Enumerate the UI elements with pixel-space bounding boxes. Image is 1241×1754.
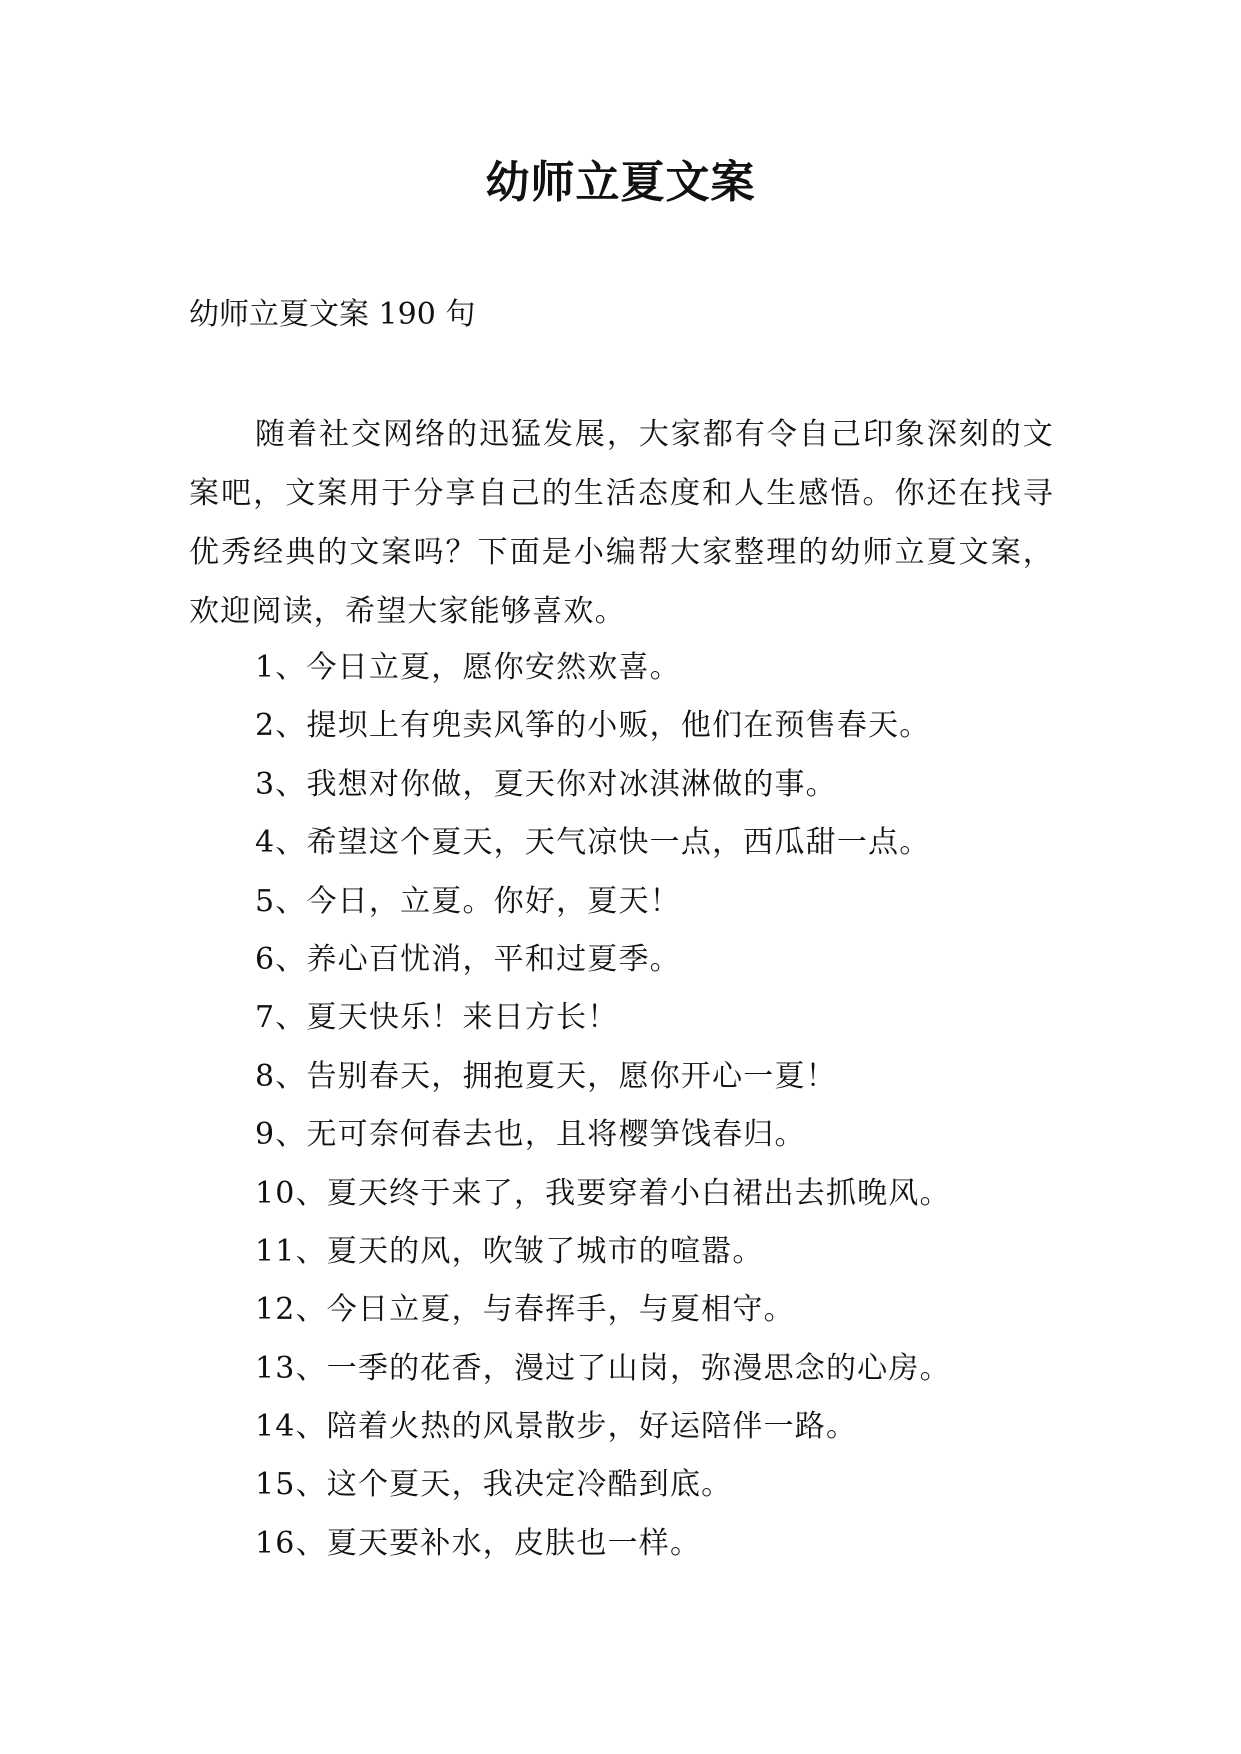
intro-paragraph: 随着社交网络的迅猛发展，大家都有令自己印象深刻的文案吧，文案用于分享自己的生活态度和人生感悟。你还在找寻优秀经典的文案吗？下面是小编帮大家整理的幼师立夏文案，欢迎阅读，希望大家能够喜欢。: [189, 417, 1054, 629]
list-item: 1、今日立夏，愿你安然欢喜。: [255, 650, 681, 685]
list-item: 16、夏天要补水，皮肤也一样。: [255, 1525, 702, 1561]
list-item: 2、提坝上有兜卖风筝的小贩，他们在预售春天。: [255, 708, 931, 744]
quote-list: [255, 639, 951, 1573]
list-item: 9、无可奈何春去也，且将樱笋饯春归。: [255, 1117, 806, 1153]
list-item: 7、夏天快乐！来日方长！: [255, 1000, 619, 1036]
list-item: 11、夏天的风，吹皱了城市的喧嚣。: [255, 1233, 764, 1269]
list-item: 13、一季的花香，漫过了山岗，弥漫思念的心房。: [255, 1350, 951, 1386]
list-item: 6、养心百忧消，平和过夏季。: [255, 941, 681, 977]
list-item: 3、我想对你做，夏天你对冰淇淋做的事。: [255, 766, 837, 802]
document-title: 幼师立夏文案: [485, 157, 756, 208]
list-item: 12、今日立夏，与春挥手，与夏相守。: [255, 1292, 795, 1328]
list-item: 15、这个夏天，我决定冷酷到底。: [255, 1467, 733, 1503]
document-subtitle: 幼师立夏文案 190 句: [189, 297, 476, 332]
list-item: 5、今日，立夏。你好，夏天！: [255, 883, 681, 919]
list-item: 4、希望这个夏天，天气凉快一点，西瓜甜一点。: [255, 825, 931, 861]
list-item: 8、告别春天，拥抱夏天，愿你开心一夏！: [255, 1058, 837, 1094]
list-item: 14、陪着火热的风景散步，好运陪伴一路。: [255, 1409, 858, 1445]
list-item: 10、夏天终于来了，我要穿着小白裙出去抓晚风。: [255, 1175, 951, 1211]
